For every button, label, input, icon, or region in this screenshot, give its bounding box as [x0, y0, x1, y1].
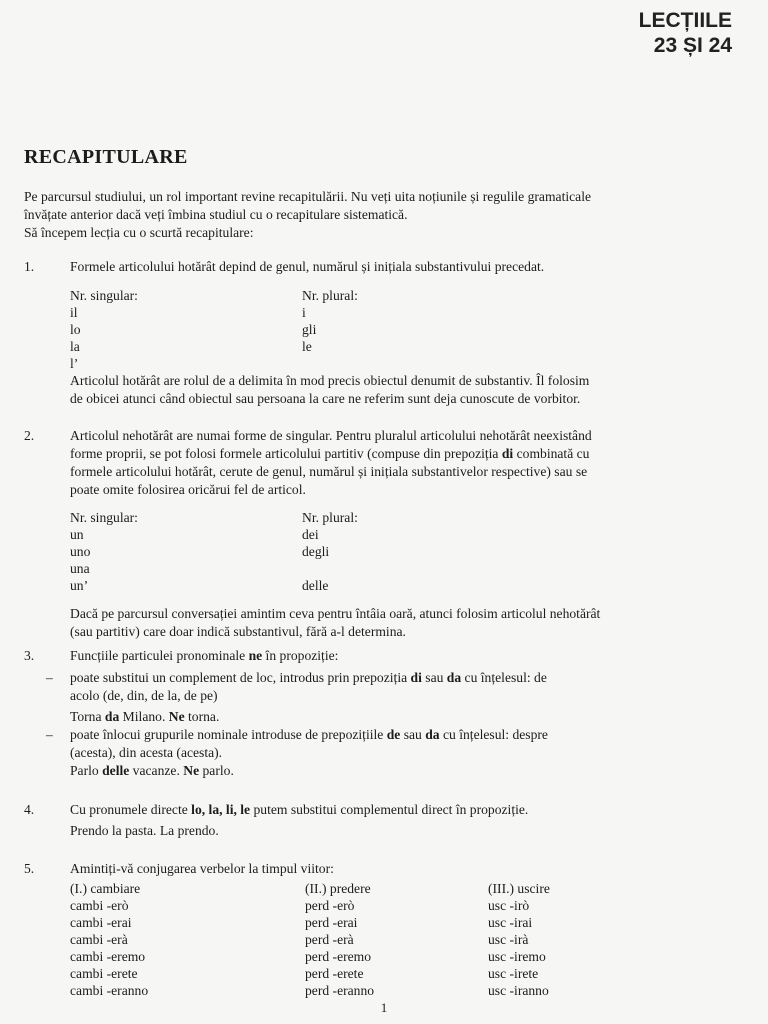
article-form: l’	[70, 356, 79, 371]
verb-form: cambi -erà	[70, 932, 128, 947]
list-item: – poate substitui un complement de loc, introdus prin prepoziția di sau da cu înțelesul: de acolo (de, din, de la, de pe) Torna da Milano. Ne torna.	[46, 669, 706, 726]
page-number: 1	[380, 1000, 388, 1015]
article-form: un’	[70, 578, 89, 593]
section-text: forme proprii, se pot folosi formele articolului partitiv (compuse din prepoziția di combinată cu	[70, 446, 590, 461]
verb-form: perd -erai	[305, 915, 358, 930]
article-form: un	[70, 527, 84, 542]
article-form: le	[302, 339, 312, 354]
example-sentence: Parlo delle vacanze. Ne parlo.	[70, 763, 234, 778]
section-text: Articolul nehotărât are numai forme de singular. Pentru pluralul articolului nehotărât neexistând	[70, 428, 592, 443]
verb-form: cambi -erò	[70, 898, 129, 913]
article-form: degli	[302, 544, 330, 559]
lesson-tag-line2: 23 ȘI 24	[653, 34, 732, 57]
article-form	[302, 560, 358, 577]
article-form: lo	[70, 322, 81, 337]
verb-form: usc -irà	[488, 932, 529, 947]
verb-form: perd -eremo	[305, 949, 372, 964]
verb-form: cambi -erete	[70, 966, 138, 981]
column-header: Nr. plural:	[302, 288, 358, 303]
section-text: Dacă pe parcursul conversației amintim ceva pentru întâia oară, atunci folosim articolul nehotărât	[70, 606, 601, 621]
section-text: formele articolului hotărât, cerute de genul, numărul și inițiala substantivelor respective) sau se	[70, 464, 588, 479]
verb-form: (II.) predere	[305, 881, 371, 896]
article-form: una	[70, 561, 90, 576]
section-number: 2.	[24, 428, 35, 443]
section-number: 1.	[24, 259, 35, 274]
column-header: Nr. singular:	[70, 510, 138, 525]
example-sentence: Torna da Milano. Ne torna.	[70, 709, 220, 724]
section-heading: Amintiți-vă conjugarea verbelor la timpul viitor:	[70, 861, 334, 876]
conjugation-column-1	[70, 880, 148, 999]
article-table	[70, 287, 730, 371]
article-form: uno	[70, 544, 91, 559]
verb-form: usc -iranno	[488, 983, 549, 998]
plural-column	[302, 509, 358, 594]
conjugation-table	[70, 880, 730, 1002]
verb-form: (I.) cambiare	[70, 881, 141, 896]
section-text: de obicei atunci când obiectul sau persoana la care ne referim sunt deja cunoscute de vorbitor.	[70, 391, 581, 406]
section-number: 4.	[24, 802, 35, 817]
verb-form: perd -erete	[305, 966, 364, 981]
verb-form: perd -erò	[305, 898, 355, 913]
section-text: Articolul hotărât are rolul de a delimita în mod precis obiectul denumit de substantiv. Îl folosim	[70, 373, 590, 388]
verb-form: (III.) uscire	[488, 881, 550, 896]
example-sentence: Prendo la pasta. La prendo.	[70, 823, 219, 838]
intro-line: învățate anterior dacă veți îmbina studiul cu o recapitulare sistematică.	[24, 207, 408, 222]
article-form: dei	[302, 527, 319, 542]
section-heading: Funcțiile particulei pronominale ne în propoziție:	[70, 648, 339, 663]
article-form: delle	[302, 578, 329, 593]
intro-line: Să începem lecția cu o scurtă recapitulare:	[24, 225, 254, 240]
verb-form: perd -eranno	[305, 983, 375, 998]
verb-form: cambi -erai	[70, 915, 132, 930]
section-number: 5.	[24, 861, 35, 876]
singular-column	[70, 509, 138, 594]
list-item: – poate înlocui grupurile nominale introduse de prepozițiile de sau da cu înțelesul: despre (acesta), din acesta (acesta). Parlo delle vacanze. Ne parlo.	[46, 726, 706, 780]
singular-column	[70, 287, 138, 372]
bold-term: di	[501, 446, 514, 461]
verb-form: usc -irai	[488, 915, 533, 930]
article-form: gli	[302, 322, 317, 337]
intro-line: Pe parcursul studiului, un rol important revine recapitulării. Nu veți uita noțiunile și regulile gramaticale	[24, 189, 592, 204]
article-form: i	[302, 305, 306, 320]
conjugation-column-2	[305, 880, 374, 999]
intro-paragraph	[24, 188, 744, 242]
section-number: 3.	[24, 648, 35, 663]
bold-term: ne	[248, 648, 263, 663]
verb-form: usc -iremo	[488, 949, 546, 964]
verb-form: usc -irò	[488, 898, 530, 913]
verb-form: usc -irete	[488, 966, 539, 981]
page-title: RECAPITULARE	[24, 146, 188, 168]
section-text: Cu pronumele directe lo, la, li, le putem substitui complementul direct în propoziție.	[70, 802, 529, 817]
section-text: (sau partitiv) care doar indică substantivul, fără a-l determina.	[70, 624, 406, 639]
verb-form: cambi -eranno	[70, 983, 149, 998]
column-header: Nr. plural:	[302, 510, 358, 525]
dash-bullet: –	[46, 727, 53, 742]
verb-form: perd -erà	[305, 932, 354, 947]
lesson-tag	[639, 8, 732, 58]
bold-term: lo, la, li, le	[191, 802, 251, 817]
article-form: la	[70, 339, 80, 354]
column-header: Nr. singular:	[70, 288, 138, 303]
lesson-tag-line1: LECȚIILE	[638, 9, 732, 32]
section-heading: Formele articolului hotărât depind de genul, numărul și inițiala substantivului precedat.	[70, 259, 545, 274]
article-form: il	[70, 305, 78, 320]
plural-column	[302, 287, 358, 355]
section-text: poate omite folosirea oricărui fel de articol.	[70, 482, 306, 497]
dash-bullet: –	[46, 670, 53, 685]
verb-form: cambi -eremo	[70, 949, 146, 964]
conjugation-column-3	[488, 880, 550, 999]
article-table	[70, 509, 730, 593]
